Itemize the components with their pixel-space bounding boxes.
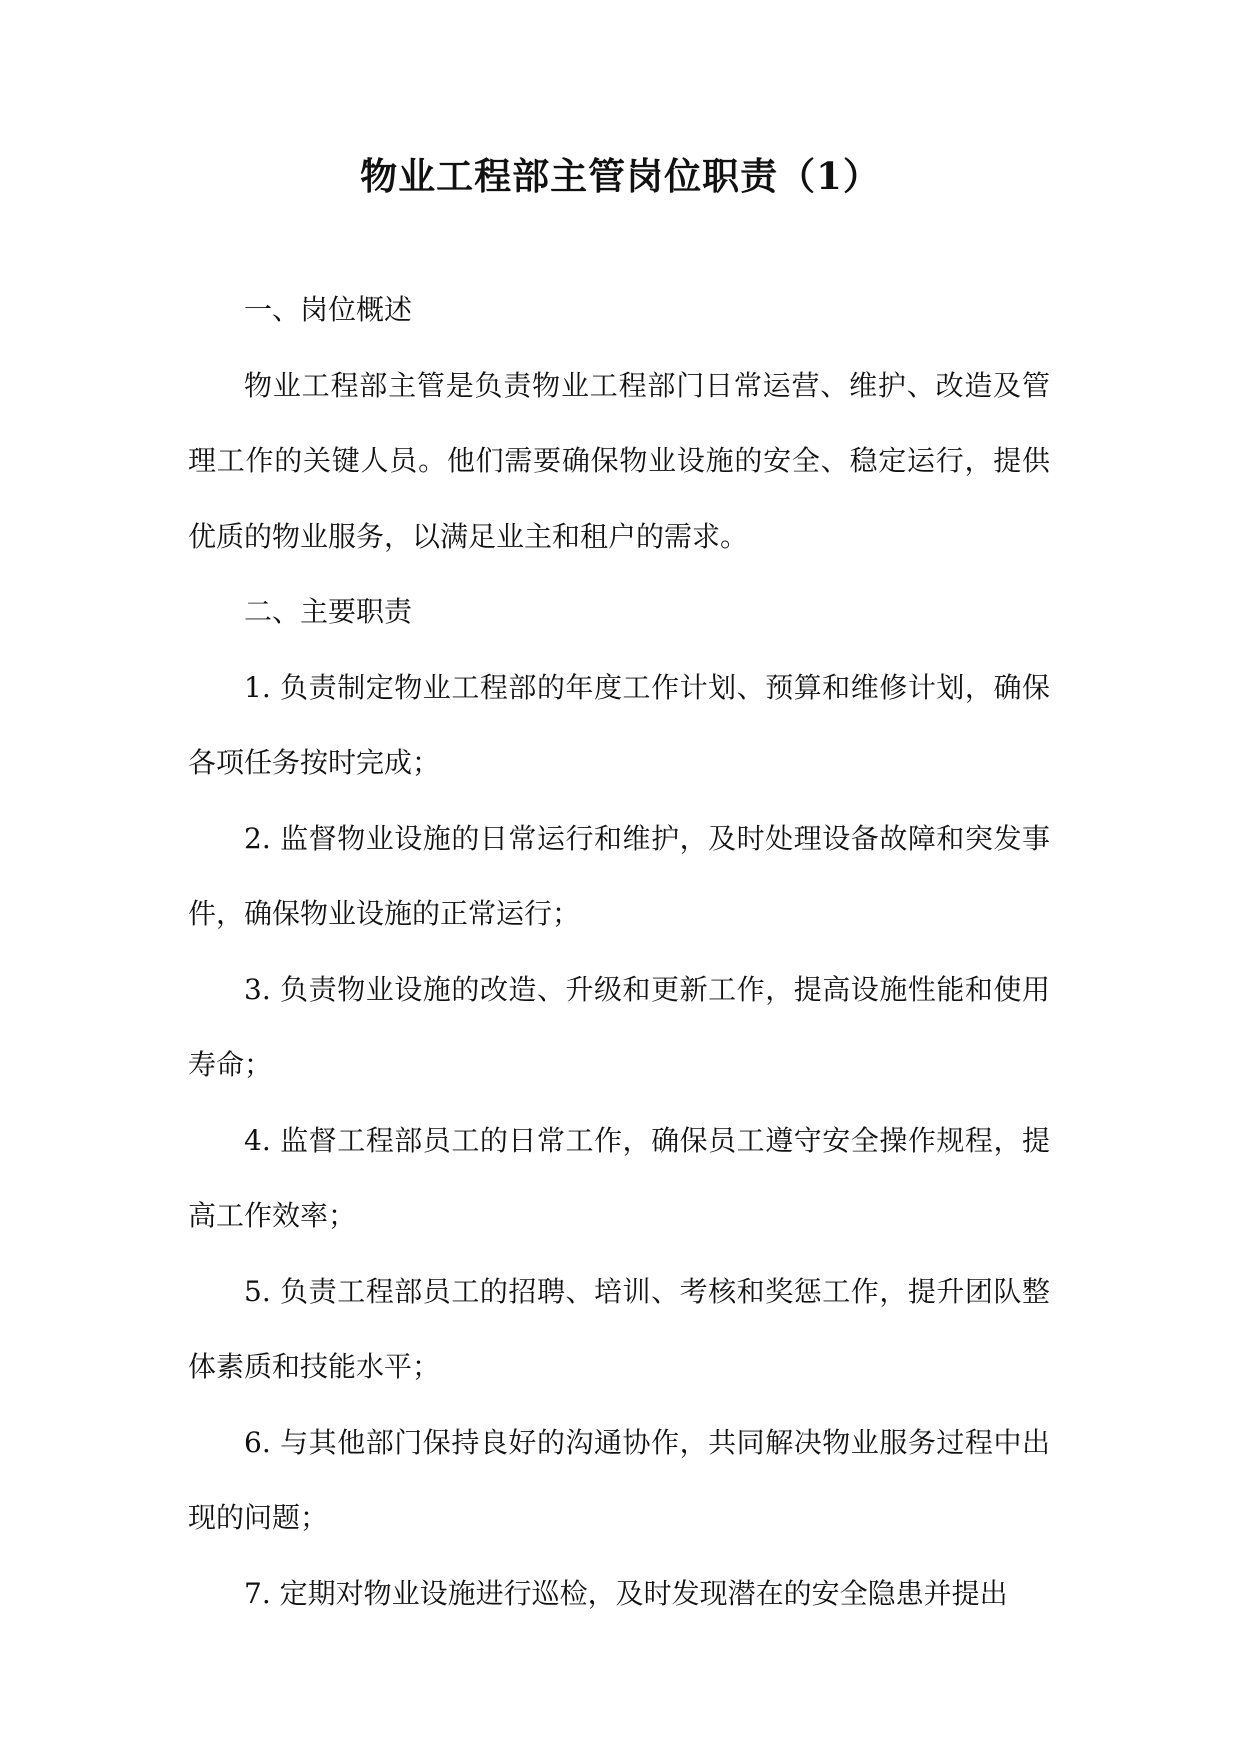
overview-paragraph: 物业工程部主管是负责物业工程部门日常运营、维护、改造及管理工作的关键人员。他们需要确保物业设施的安全、稳定运行，提供优质的物业服务，以满足业主和租户的需求。 — [188, 368, 1050, 553]
duty-item-5: 5. 负责工程部员工的招聘、培训、考核和奖惩工作，提升团队整体素质和技能水平； — [188, 1274, 1050, 1383]
duty-item-2: 2. 监督物业设施的日常运行和维护，及时处理设备故障和突发事件，确保物业设施的正常运行； — [188, 821, 1050, 930]
duty-item-3: 3. 负责物业设施的改造、升级和更新工作，提高设施性能和使用寿命； — [188, 972, 1050, 1081]
duty-item-4: 4. 监督工程部员工的日常工作，确保员工遵守安全操作规程，提高工作效率； — [188, 1123, 1050, 1232]
document-body — [188, 272, 1050, 1631]
duty-item-1: 1. 负责制定物业工程部的年度工作计划、预算和维修计划，确保各项任务按时完成； — [188, 670, 1050, 779]
section-heading-overview: 一、岗位概述 — [244, 293, 413, 326]
duty-item-6: 6. 与其他部门保持良好的沟通协作，共同解决物业服务过程中出现的问题； — [188, 1425, 1050, 1534]
section-heading-duties: 二、主要职责 — [244, 595, 413, 628]
document-title: 物业工程部主管岗位职责（1） — [360, 154, 881, 198]
duty-item-7: 7. 定期对物业设施进行巡检，及时发现潜在的安全隐患并提出 — [244, 1576, 1008, 1610]
